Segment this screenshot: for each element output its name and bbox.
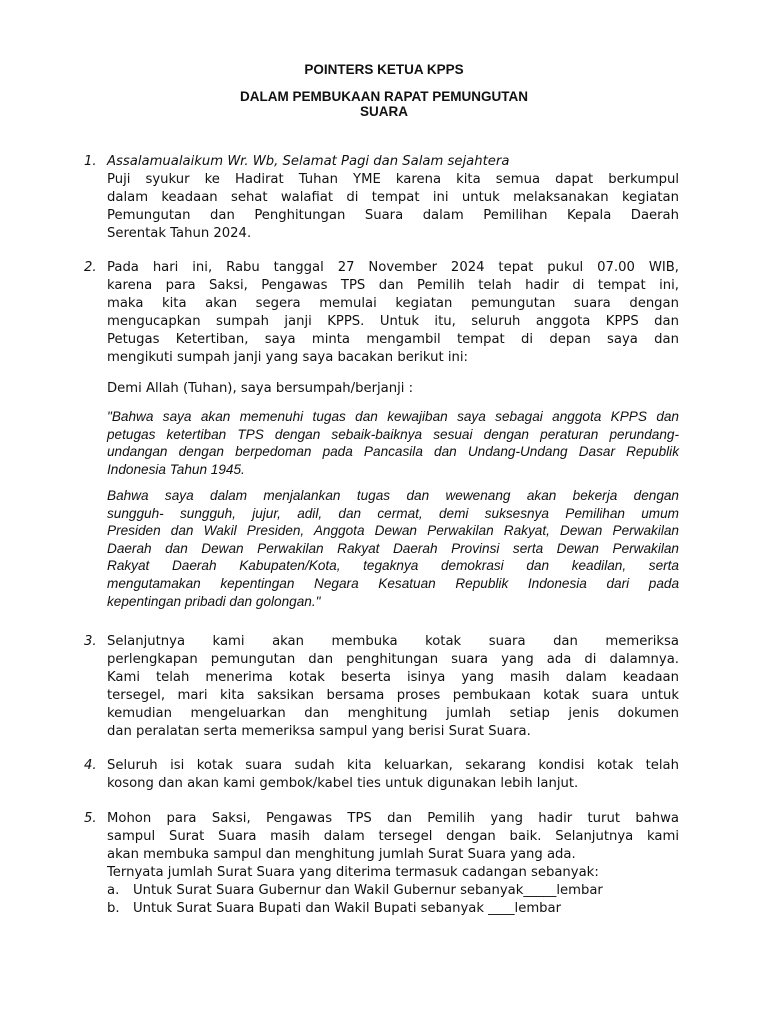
oath-line: Bahwa saya dalam menjalankan tugas dan wewenang akan bekerja dengan xyxy=(107,488,679,503)
item-number: 2. xyxy=(84,260,97,275)
paragraph-line: Selanjutnya kami akan membuka kotak suara dan memeriksa xyxy=(107,634,679,649)
paragraph-line: mengucapkan sumpah janji KPPS. Untuk itu, seluruh anggota KPPS dan xyxy=(107,314,679,329)
oath-line: petugas ketertiban TPS dengan sebaik-baiknya sesuai dengan peraturan perundang- xyxy=(107,426,679,442)
document-subtitle-line-1: DALAM PEMBUKAAN RAPAT PEMUNGUTAN xyxy=(240,89,528,104)
item-number: 4. xyxy=(84,758,97,773)
paragraph-line: Pada hari ini, Rabu tanggal 27 November 2024 tepat pukul 07.00 WIB, xyxy=(107,260,679,275)
document-title: POINTERS KETUA KPPS xyxy=(304,62,464,77)
list-item-3 xyxy=(107,633,679,741)
oath-line: mengutamakan kepentingan Negara Kesatuan Republik Indonesia dari pada xyxy=(107,575,679,591)
oath-paragraph-2 xyxy=(107,487,679,610)
paragraph-line: perlengkapan pemungutan dan penghitungan suara yang ada di dalamnya. xyxy=(107,652,679,667)
paragraph-line: Puji syukur ke Hadirat Tuhan YME karena kita semua dapat berkumpul xyxy=(107,172,679,187)
oath-line: Daerah dan Dewan Perwakilan Rakyat Daerah Provinsi serta Dewan Perwakilan xyxy=(107,540,679,556)
oath-line: undangan dengan berpedoman pada Pancasila dan Undang-Undang Dasar Republik xyxy=(107,444,679,460)
list-item-5 xyxy=(107,810,679,882)
paragraph-line: kemudian mengeluarkan dan menghitung jumlah setiap jenis dokumen xyxy=(107,706,679,721)
oath-intro xyxy=(107,380,679,398)
paragraph-line: Seluruh isi kotak suara sudah kita keluarkan, sekarang kondisi kotak telah xyxy=(107,758,679,773)
item-number: 3. xyxy=(84,634,97,649)
list-item-4 xyxy=(107,757,679,793)
paragraph-line: kosong dan akan kami gembok/kabel ties untuk digunakan lebih lanjut. xyxy=(107,776,579,791)
oath-line: "Bahwa saya akan memenuhi tugas dan kewajiban saya sebagai anggota KPPS dan xyxy=(107,409,679,424)
subitem-letter: b. xyxy=(107,901,120,916)
paragraph-line: dan peralatan serta memeriksa sampul yang berisi Surat Suara. xyxy=(107,724,531,739)
paragraph-line: Kami telah menerima kotak beserta isinya yang masih dalam keadaan xyxy=(107,670,679,685)
paragraph-line: mengikuti sumpah janji yang saya bacakan berikut ini: xyxy=(107,350,468,365)
paragraph-line: tersegel, mari kita saksikan bersama proses pembukaan kotak suara untuk xyxy=(107,688,679,703)
paragraph-line: Serentak Tahun 2024. xyxy=(107,226,252,241)
paragraph-line: Petugas Ketertiban, saya minta mengambil tempat di depan saya dan xyxy=(107,332,679,347)
list-item-2 xyxy=(107,259,679,367)
oath-line: kepentingan pribadi dan golongan." xyxy=(107,593,321,609)
oath-line: Presiden dan Wakil Presiden, Anggota Dewan Perwakilan Rakyat, Dewan Perwakilan xyxy=(107,523,679,539)
paragraph-line: dalam keadaan sehat walafiat di tempat ini untuk melaksanakan kegiatan xyxy=(107,190,679,205)
oath-line: Indonesia Tahun 1945. xyxy=(107,461,245,477)
paragraph-line: sampul Surat Suara masih dalam tersegel dengan baik. Selanjutnya kami xyxy=(107,829,679,844)
paragraph-line: maka kita akan segera memulai kegiatan pemungutan suara dengan xyxy=(107,296,679,311)
paragraph-line: karena para Saksi, Pengawas TPS dan Pemilih telah hadir di tempat ini, xyxy=(107,278,679,293)
greeting-text: Assalamualaikum Wr. Wb, Selamat Pagi dan Salam sejahtera xyxy=(107,154,510,169)
item-number: 1. xyxy=(84,154,97,169)
paragraph-line: Mohon para Saksi, Pengawas TPS dan Pemilih yang hadir turut bahwa xyxy=(107,811,679,826)
subitem-letter: a. xyxy=(107,883,120,898)
item-number: 5. xyxy=(84,811,97,826)
list-item-1 xyxy=(107,153,679,243)
subitem-gubernur-text: Untuk Surat Suara Gubernur dan Wakil Gubernur sebanyak_____lembar xyxy=(133,883,603,898)
subitem-bupati-text: Untuk Surat Suara Bupati dan Wakil Bupati sebanyak ____lembar xyxy=(133,901,562,916)
oath-paragraph-1 xyxy=(107,408,679,478)
oath-line: sungguh- sungguh, jujur, adil, dan cermat, demi suksesnya Pemilihan umum xyxy=(107,505,679,521)
oath-intro-text: Demi Allah (Tuhan), saya bersumpah/berjanji : xyxy=(107,381,414,396)
paragraph-line: Ternyata jumlah Surat Suara yang diterima termasuk cadangan sebanyak: xyxy=(107,865,599,880)
oath-line: Rakyat Daerah Kabupaten/Kota, tegaknya demokrasi dan keadilan, serta xyxy=(107,558,679,574)
paragraph-line: akan membuka sampul dan menghitung jumlah Surat Suara yang ada. xyxy=(107,847,576,862)
document-subtitle-line-2: SUARA xyxy=(359,104,408,119)
paragraph-line: Pemungutan dan Penghitungan Suara dalam Pemilihan Kepala Daerah xyxy=(107,208,679,223)
